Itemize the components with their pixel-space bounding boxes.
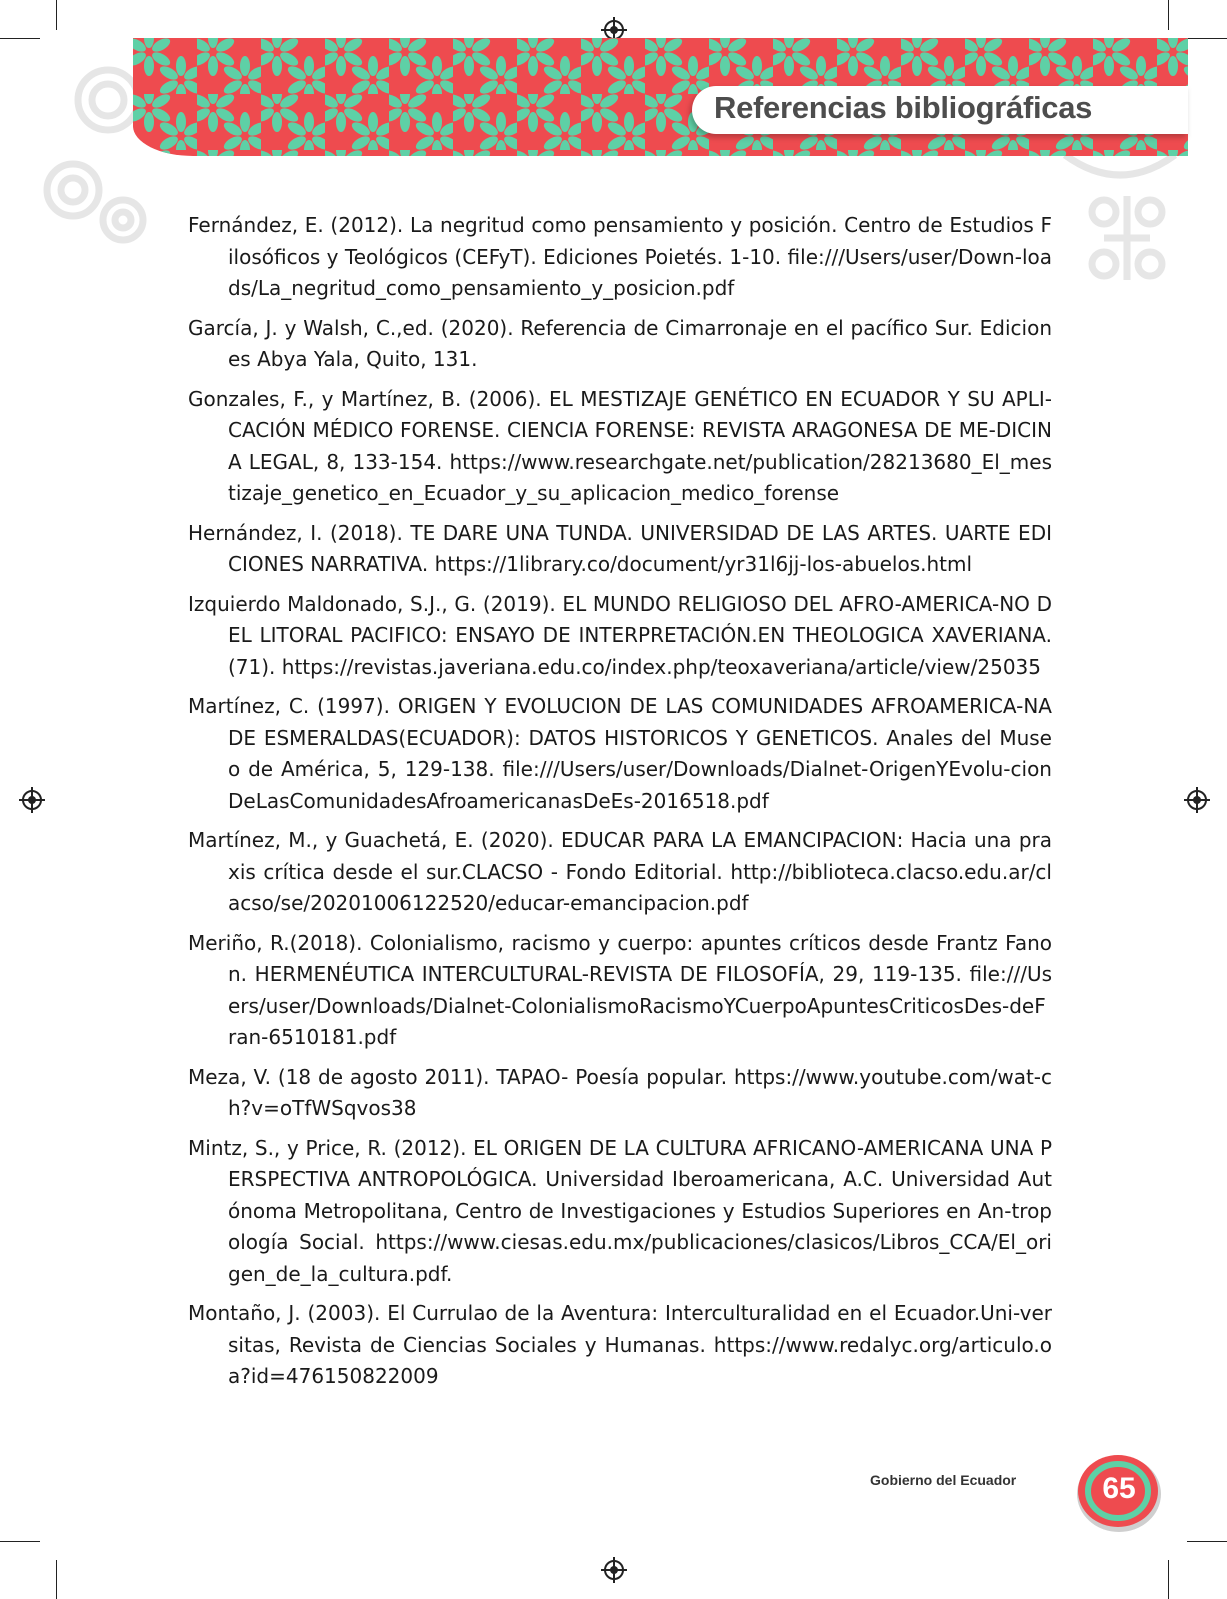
page-number-badge bbox=[1074, 1450, 1164, 1534]
page-title: Referencias bibliográficas bbox=[714, 90, 1093, 125]
registration-mark-bottom bbox=[604, 1560, 624, 1580]
reference-entry: Izquierdo Maldonado, S.J., G. (2019). EL MUNDO RELIGIOSO DEL AFRO-AMERICA-NO DEL LITORAL PACIFICO: ENSAYO DE INTERPRETACIÓN.EN THEOLOGICA XAVERIANA.(71). https://revistas.javeriana.edu.co/index.php/teoxaveriana/article/view/25035 bbox=[188, 591, 1052, 679]
crop-mark bbox=[1187, 1541, 1227, 1542]
crop-mark bbox=[1187, 38, 1227, 39]
reference-entry: Meriño, R.(2018). Colonialismo, racismo y cuerpo: apuntes críticos desde Frantz Fanon. HERMENÉUTICA INTERCULTURAL-REVISTA DE FILOSOFÍA, 29, 119-135. file:///Users/user/Downloads/Dialnet-ColonialismoRacismoYCuerpoApuntesCriticosDes-deFran-6510181.pdf bbox=[188, 930, 1052, 1049]
decorative-swirl-icon bbox=[38, 40, 148, 250]
crop-mark bbox=[56, 1560, 57, 1599]
reference-entry: García, J. y Walsh, C.,ed. (2020). Referencia de Cimarronaje en el pacífico Sur. Ediciones Abya Yala, Quito, 131. bbox=[188, 315, 1052, 371]
crop-mark bbox=[1168, 0, 1169, 30]
registration-mark-right bbox=[1187, 790, 1207, 810]
reference-entry: Mintz, S., y Price, R. (2012). EL ORIGEN DE LA CULTURA AFRICANO-AMERICANA UNA PERSPECTIVA ANTROPOLÓGICA. Universidad Iberoamericana, A.C. Universidad Autónoma Metropolitana, Centro de Investigaciones y Estudios Superiores en An-tropología Social. https://www.ciesas.edu.mx/publicaciones/clasicos/Libros_CCA/El_origen_de_la_cultura.pdf. bbox=[188, 1135, 1052, 1286]
section-title-bar bbox=[692, 86, 1188, 134]
reference-entry: Meza, V. (18 de agosto 2011). TAPAO- Poesía popular. https://www.youtube.com/wat-ch?v=oTfWSqvos38 bbox=[188, 1064, 1052, 1120]
reference-entry: Fernández, E. (2012). La negritud como pensamiento y posición. Centro de Estudios Filosóficos y Teológicos (CEFyT). Ediciones Poietés. 1-10. file:///Users/user/Down-loads/La_negritud_como_pensamiento_y_posicion.pdf bbox=[188, 213, 1052, 300]
reference-entry: Martínez, C. (1997). ORIGEN Y EVOLUCION DE LAS COMUNIDADES AFROAMERICA-NA DE ESMERALDAS(ECUADOR): DATOS HISTORICOS Y GENETICOS. Anales del Museo de América, 5, 129-138. file:///Users/user/Downloads/Dialnet-OrigenYEvolu-cionDeLasComunidadesAfroamericanasDeEs-2016518.pdf bbox=[188, 694, 1052, 813]
crop-mark bbox=[0, 1541, 40, 1542]
reference-entry: Gonzales, F., y Martínez, B. (2006). EL MESTIZAJE GENÉTICO EN ECUADOR Y SU APLI-CACIÓN MÉDICO FORENSE. CIENCIA FORENSE: REVISTA ARAGONESA DE ME-DICINA LEGAL, 8, 133-154. https://www.researchgate.net/publication/28213680_El_mestizaje_genetico_en_Ecuador_y_su_aplicacion_medico_forense bbox=[188, 386, 1052, 505]
references-list bbox=[188, 210, 1052, 1401]
crop-mark bbox=[0, 38, 40, 39]
page-number: 65 bbox=[1102, 1472, 1136, 1505]
footer-publisher: Gobierno del Ecuador bbox=[870, 1472, 1017, 1488]
reference-entry: Hernández, I. (2018). TE DARE UNA TUNDA. UNIVERSIDAD DE LAS ARTES. UARTE EDICIONES NARRATIVA. https://1library.co/document/yr31l6jj-los-abuelos.html bbox=[188, 520, 1052, 576]
reference-entry: Martínez, M., y Guachetá, E. (2020). EDUCAR PARA LA EMANCIPACION: Hacia una praxis crítica desde el sur.CLACSO - Fondo Editorial. http://biblioteca.clacso.edu.ar/clacso/se/20201006122520/educar-emancipacion.pdf bbox=[188, 828, 1052, 915]
registration-mark-top bbox=[604, 20, 624, 40]
crop-mark bbox=[1168, 1560, 1169, 1599]
decorative-swirl-icon bbox=[1060, 150, 1180, 190]
crop-mark bbox=[56, 0, 57, 30]
registration-mark-left bbox=[22, 790, 42, 810]
reference-entry: Montaño, J. (2003). El Currulao de la Aventura: Interculturalidad en el Ecuador.Uni-versitas, Revista de Ciencias Sociales y Humanas. https://www.redalyc.org/articulo.oa?id=476150822009 bbox=[188, 1301, 1052, 1388]
decorative-glyph-icon bbox=[1084, 190, 1170, 286]
